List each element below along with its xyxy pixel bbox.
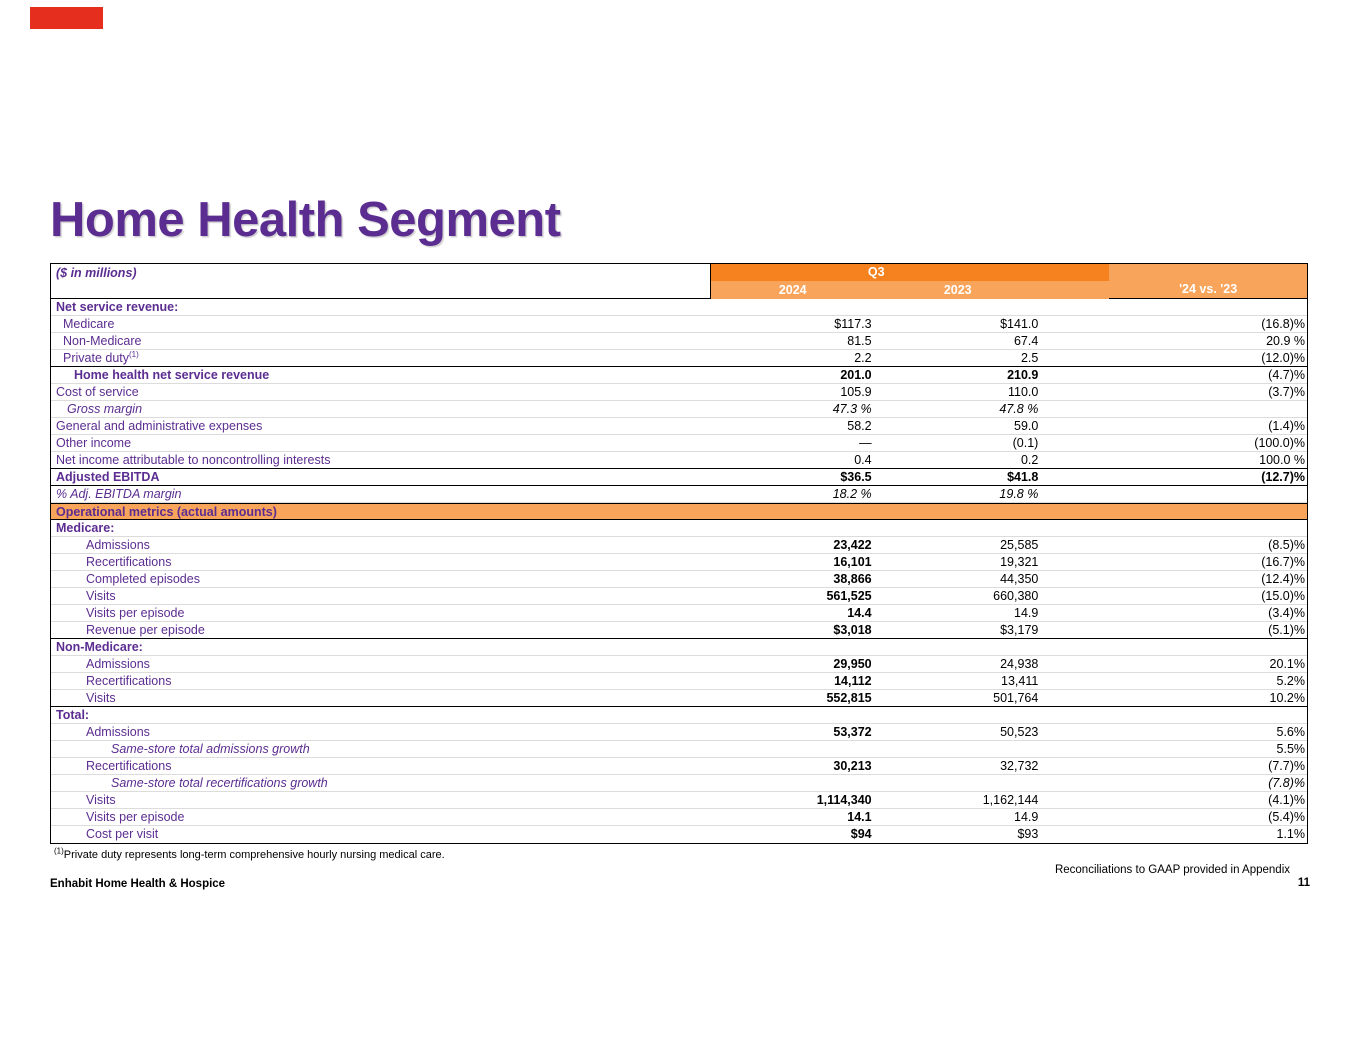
value-change: (1.4)% [1268, 419, 1306, 433]
value-2024 [711, 775, 874, 791]
value-2024: — [859, 436, 872, 450]
value-2023: 13,411 [1001, 674, 1039, 688]
section-band [51, 503, 1307, 520]
value-change: 20.1% [1269, 657, 1305, 671]
value-change: (12.4)% [1261, 572, 1305, 586]
value-2024: 58.2 [847, 419, 872, 433]
value-2024: 14,112 [834, 674, 872, 688]
row-label: Medicare: [56, 521, 115, 535]
table-row [51, 452, 1307, 469]
row-label: Admissions [86, 657, 150, 671]
value-change: (16.7)% [1261, 555, 1305, 569]
value-2023: 19.8 % [999, 487, 1039, 501]
table-header [51, 264, 1307, 299]
row-label: Visits [86, 691, 116, 705]
value-change: (7.7)% [1268, 759, 1305, 773]
table-row [51, 758, 1307, 775]
row-label: Recertifications [86, 674, 172, 688]
value-2023: $93 [1017, 827, 1039, 841]
table-row [51, 418, 1307, 435]
value-2024: 30,213 [833, 759, 872, 773]
table-row [51, 520, 1307, 537]
value-2024: 47.3 % [832, 402, 872, 416]
value-change: (100.0)% [1254, 436, 1306, 450]
row-label: Revenue per episode [86, 623, 205, 637]
value-change [1108, 401, 1307, 417]
value-2024 [711, 520, 874, 536]
row-label: Admissions [86, 538, 150, 552]
value-2023: 14.9 [1014, 810, 1039, 824]
value-change: (16.8)% [1261, 317, 1305, 331]
table-row [51, 809, 1307, 826]
value-2024: 18.2 % [832, 487, 872, 501]
row-label: Net income attributable to noncontrolling interests [56, 453, 331, 467]
table-row [51, 826, 1307, 843]
row-label: Gross margin [67, 402, 143, 416]
value-change: 1.1% [1276, 827, 1305, 841]
value-2024: $94 [850, 827, 872, 841]
row-label: Cost of service [56, 385, 139, 399]
value-2024 [711, 707, 874, 723]
value-2024: 0.4 [854, 453, 872, 467]
company-name: Enhabit Home Health & Hospice [50, 878, 226, 890]
value-2023: 67.4 [1013, 334, 1039, 348]
value-change: (12.7)% [1261, 470, 1306, 484]
row-label: Recertifications [86, 555, 172, 569]
value-change: (15.0)% [1261, 589, 1305, 603]
value-2023: 0.2 [1020, 453, 1039, 467]
row-label: Adjusted EBITDA [56, 470, 160, 484]
value-2023 [874, 741, 1109, 757]
quarter-column-group [711, 264, 1109, 298]
table-row [51, 775, 1307, 792]
value-2024: 81.5 [847, 334, 872, 348]
row-label: % Adj. EBITDA margin [56, 487, 182, 501]
table-row [51, 299, 1307, 316]
value-2023: 501,764 [993, 691, 1039, 705]
value-2023: 50,523 [1000, 725, 1039, 739]
table-row [51, 554, 1307, 571]
value-2023: 44,350 [1000, 572, 1039, 586]
row-label: Non-Medicare: [56, 640, 143, 654]
value-change: 5.5% [1276, 742, 1306, 756]
year-2024-header: 2024 [778, 283, 807, 297]
value-2024: 14.4 [847, 606, 872, 620]
value-change [1108, 707, 1307, 723]
table-row [51, 435, 1307, 452]
value-2023: 19,321 [1000, 555, 1039, 569]
value-change: 5.6% [1276, 725, 1305, 739]
value-2023: (0.1) [1012, 436, 1039, 450]
table-row [51, 724, 1307, 741]
table-row [51, 741, 1307, 758]
value-2023: 25,585 [1000, 538, 1039, 552]
value-change: 100.0 % [1259, 453, 1306, 467]
row-label: Visits [86, 589, 116, 603]
value-change: (4.1)% [1268, 793, 1305, 807]
value-change: (5.1)% [1268, 623, 1305, 637]
value-2023: 210.9 [1007, 368, 1039, 382]
row-label: Total: [56, 708, 90, 722]
row-label: Non-Medicare [63, 334, 142, 348]
row-label: Operational metrics (actual amounts) [56, 505, 277, 519]
table-row [51, 350, 1307, 367]
row-label: General and administrative expenses [56, 419, 263, 433]
value-2024: 14.1 [847, 810, 872, 824]
row-label: Visits per episode [86, 606, 185, 620]
value-2023: 2.5 [1020, 351, 1039, 365]
value-2024: 552,815 [826, 691, 872, 705]
table-row [51, 622, 1307, 639]
value-2024: $117.3 [834, 317, 872, 331]
value-2024: 16,101 [833, 555, 872, 569]
value-2023: 110.0 [1007, 385, 1039, 399]
value-2024: $36.5 [840, 470, 872, 484]
table-row [51, 571, 1307, 588]
value-2023: $3,179 [1000, 623, 1039, 637]
table-body [51, 299, 1307, 843]
value-2024 [711, 299, 874, 315]
value-change: 10.2% [1269, 691, 1305, 705]
value-change [1108, 299, 1307, 315]
value-change: (3.4)% [1268, 606, 1305, 620]
segment-table [50, 263, 1308, 844]
row-label: Admissions [86, 725, 150, 739]
table-row [51, 469, 1307, 486]
value-2023 [874, 775, 1109, 791]
quarter-header: Q3 [711, 264, 1109, 281]
value-2024: 105.9 [840, 385, 872, 399]
table-row [51, 588, 1307, 605]
footnote-text: Private duty represents long-term comprehensive hourly nursing medical care. [63, 849, 445, 861]
value-2023: $141.0 [1000, 317, 1039, 331]
table-row [51, 673, 1307, 690]
value-2024: 29,950 [833, 657, 872, 671]
value-2023 [874, 520, 1109, 536]
value-2024: 38,866 [833, 572, 872, 586]
gaap-note: Reconciliations to GAAP provided in Appendix [1054, 864, 1290, 876]
row-label: Medicare [63, 317, 115, 331]
value-change: (7.8)% [1268, 776, 1306, 790]
value-2024: 201.0 [840, 368, 872, 382]
table-row [51, 605, 1307, 622]
value-2024: $3,018 [833, 623, 872, 637]
value-change [1108, 486, 1307, 502]
label-superscript: (1) [129, 350, 139, 359]
table-row [51, 639, 1307, 656]
value-change [1108, 520, 1307, 536]
table-row [51, 367, 1307, 384]
table-row [51, 333, 1307, 350]
value-2024: 1,114,340 [816, 793, 872, 807]
table-row [51, 792, 1307, 809]
row-label: Net service revenue: [56, 300, 179, 314]
row-label: Completed episodes [86, 572, 200, 586]
table-row [51, 384, 1307, 401]
row-label: Private duty$^{(1)}$ [63, 350, 139, 365]
value-2023: 660,380 [993, 589, 1039, 603]
value-2023 [874, 299, 1109, 315]
row-label: Same-store total admissions growth [111, 742, 310, 756]
value-change: (8.5)% [1268, 538, 1305, 552]
value-change: 20.9 % [1266, 334, 1305, 348]
value-2023 [874, 639, 1109, 655]
table-row [51, 707, 1307, 724]
value-change: (5.4)% [1268, 810, 1305, 824]
table-row [51, 690, 1307, 707]
value-change [1108, 639, 1307, 655]
row-label: Cost per visit [86, 827, 159, 841]
row-label: Visits per episode [86, 810, 185, 824]
row-label: Home health net service revenue [74, 368, 270, 382]
footnote [54, 846, 445, 861]
value-2024: 23,422 [833, 538, 872, 552]
footnote-superscript: (1) [54, 846, 64, 856]
table-row [51, 537, 1307, 554]
value-change: 5.2% [1276, 674, 1305, 688]
value-2023: 32,732 [1000, 759, 1039, 773]
value-2023 [874, 707, 1109, 723]
value-change: (4.7)% [1268, 368, 1305, 382]
value-2023: 47.8 % [999, 402, 1039, 416]
value-2023: 59.0 [1014, 419, 1039, 433]
units-label: ($ in millions) [51, 264, 711, 298]
row-label: Recertifications [86, 759, 172, 773]
value-2024: 2.2 [854, 351, 872, 365]
row-label: Same-store total recertifications growth [111, 776, 328, 790]
change-column-header: '24 vs. '23 [1109, 264, 1307, 298]
value-2024 [711, 639, 874, 655]
red-annotation-box [30, 7, 103, 29]
value-2023: $41.8 [1007, 470, 1039, 484]
table-row [51, 316, 1307, 333]
year-2023-header: 2023 [943, 283, 972, 297]
value-2023: 24,938 [1000, 657, 1039, 671]
value-change: (3.7)% [1268, 385, 1306, 399]
year-header-row [711, 281, 1109, 299]
value-2024: 561,525 [826, 589, 872, 603]
value-2023: 1,162,144 [982, 793, 1039, 807]
value-2024 [711, 741, 874, 757]
row-label: Other income [56, 436, 132, 450]
slide-title: Home Health Segment [50, 193, 561, 247]
page-number: 11 [1297, 877, 1310, 889]
value-change: (12.0)% [1261, 351, 1305, 365]
table-row [51, 486, 1307, 503]
table-row [51, 656, 1307, 673]
row-label: Visits [86, 793, 116, 807]
value-2023: 14.9 [1014, 606, 1039, 620]
table-row [51, 401, 1307, 418]
value-2024: 53,372 [833, 725, 872, 739]
